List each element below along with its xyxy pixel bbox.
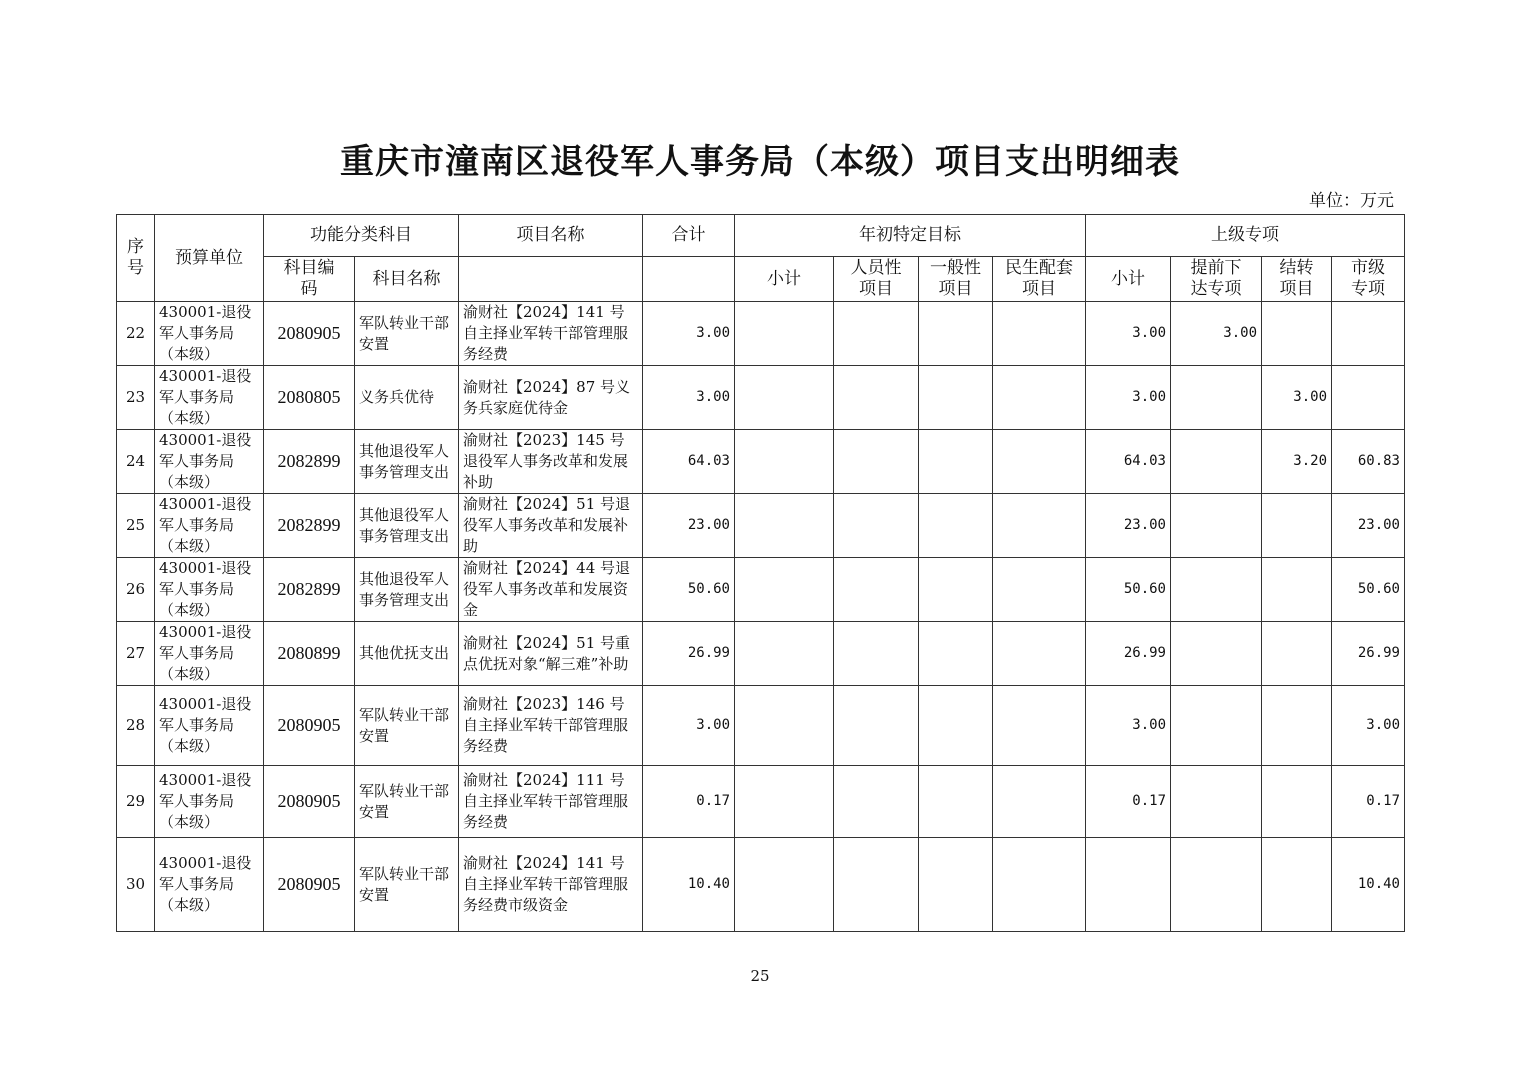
row-higher-subtotal: 3.00 bbox=[1086, 686, 1171, 766]
row-advance-special bbox=[1171, 366, 1262, 430]
row-subject-code: 2080805 bbox=[264, 366, 355, 430]
header-carryover-project: 结转项目 bbox=[1262, 257, 1332, 302]
row-subject-name: 其他退役军人事务管理支出 bbox=[355, 430, 459, 494]
row-city-special: 50.60 bbox=[1332, 558, 1405, 622]
row-personnel bbox=[834, 766, 919, 838]
row-general bbox=[919, 302, 993, 366]
row-personnel bbox=[834, 622, 919, 686]
row-carryover bbox=[1262, 838, 1332, 932]
row-subject-name: 义务兵优待 bbox=[355, 366, 459, 430]
row-personnel bbox=[834, 838, 919, 932]
row-subject-name: 军队转业干部安置 bbox=[355, 766, 459, 838]
header-total: 合计 bbox=[643, 215, 735, 257]
row-general bbox=[919, 838, 993, 932]
row-seq: 26 bbox=[117, 558, 155, 622]
header-initial-target: 年初特定目标 bbox=[735, 215, 1086, 257]
row-personnel bbox=[834, 302, 919, 366]
row-subject-code: 2080905 bbox=[264, 686, 355, 766]
header-higher-subtotal: 小计 bbox=[1086, 257, 1171, 302]
row-city-special: 10.40 bbox=[1332, 838, 1405, 932]
table-row bbox=[117, 686, 1405, 766]
row-total: 3.00 bbox=[643, 366, 735, 430]
row-seq: 29 bbox=[117, 766, 155, 838]
row-livelihood bbox=[993, 494, 1086, 558]
row-higher-subtotal: 0.17 bbox=[1086, 766, 1171, 838]
row-advance-special bbox=[1171, 558, 1262, 622]
table-row bbox=[117, 622, 1405, 686]
row-general bbox=[919, 766, 993, 838]
row-seq: 30 bbox=[117, 838, 155, 932]
row-project-name: 渝财社【2024】141 号自主择业军转干部管理服务经费市级资金 bbox=[459, 838, 643, 932]
row-advance-special bbox=[1171, 766, 1262, 838]
row-target-subtotal bbox=[735, 302, 834, 366]
row-higher-subtotal: 23.00 bbox=[1086, 494, 1171, 558]
row-target-subtotal bbox=[735, 686, 834, 766]
row-city-special: 3.00 bbox=[1332, 686, 1405, 766]
row-subject-name: 军队转业干部安置 bbox=[355, 302, 459, 366]
row-higher-subtotal: 3.00 bbox=[1086, 302, 1171, 366]
row-carryover: 3.00 bbox=[1262, 366, 1332, 430]
row-subject-code: 2082899 bbox=[264, 558, 355, 622]
unit-label: 单位：万元 bbox=[1309, 191, 1394, 211]
page-title: 重庆市潼南区退役军人事务局（本级）项目支出明细表 bbox=[340, 142, 1180, 182]
row-subject-name: 其他退役军人事务管理支出 bbox=[355, 494, 459, 558]
row-project-name: 渝财社【2024】51 号重点优抚对象“解三难”补助 bbox=[459, 622, 643, 686]
row-total: 64.03 bbox=[643, 430, 735, 494]
row-target-subtotal bbox=[735, 430, 834, 494]
row-subject-code: 2082899 bbox=[264, 494, 355, 558]
row-subject-name: 军队转业干部安置 bbox=[355, 838, 459, 932]
table-row bbox=[117, 494, 1405, 558]
header-subject-name: 科目名称 bbox=[355, 257, 459, 302]
row-target-subtotal bbox=[735, 838, 834, 932]
row-general bbox=[919, 430, 993, 494]
row-seq: 27 bbox=[117, 622, 155, 686]
row-seq: 28 bbox=[117, 686, 155, 766]
header-target-subtotal: 小计 bbox=[735, 257, 834, 302]
row-target-subtotal bbox=[735, 494, 834, 558]
row-advance-special bbox=[1171, 686, 1262, 766]
row-budget-unit: 430001-退役军人事务局（本级） bbox=[155, 838, 264, 932]
header-livelihood-project: 民生配套项目 bbox=[993, 257, 1086, 302]
row-target-subtotal bbox=[735, 622, 834, 686]
header-city-special: 市级专项 bbox=[1332, 257, 1405, 302]
row-city-special: 60.83 bbox=[1332, 430, 1405, 494]
row-budget-unit: 430001-退役军人事务局（本级） bbox=[155, 366, 264, 430]
row-project-name: 渝财社【2024】111 号自主择业军转干部管理服务经费 bbox=[459, 766, 643, 838]
row-city-special: 26.99 bbox=[1332, 622, 1405, 686]
table-row bbox=[117, 766, 1405, 838]
table-row bbox=[117, 302, 1405, 366]
row-budget-unit: 430001-退役军人事务局（本级） bbox=[155, 766, 264, 838]
header-seq: 序号 bbox=[117, 215, 155, 302]
row-city-special: 23.00 bbox=[1332, 494, 1405, 558]
row-budget-unit: 430001-退役军人事务局（本级） bbox=[155, 494, 264, 558]
row-carryover bbox=[1262, 622, 1332, 686]
table-row bbox=[117, 558, 1405, 622]
row-project-name: 渝财社【2024】141 号自主择业军转干部管理服务经费 bbox=[459, 302, 643, 366]
row-total: 3.00 bbox=[643, 686, 735, 766]
header-higher-special: 上级专项 bbox=[1086, 215, 1405, 257]
row-carryover: 3.20 bbox=[1262, 430, 1332, 494]
row-city-special bbox=[1332, 302, 1405, 366]
row-personnel bbox=[834, 494, 919, 558]
row-personnel bbox=[834, 558, 919, 622]
row-advance-special: 3.00 bbox=[1171, 302, 1262, 366]
row-total: 50.60 bbox=[643, 558, 735, 622]
row-personnel bbox=[834, 430, 919, 494]
row-carryover bbox=[1262, 766, 1332, 838]
row-total: 23.00 bbox=[643, 494, 735, 558]
row-budget-unit: 430001-退役军人事务局（本级） bbox=[155, 430, 264, 494]
row-livelihood bbox=[993, 622, 1086, 686]
header-personnel-project: 人员性项目 bbox=[834, 257, 919, 302]
row-total: 3.00 bbox=[643, 302, 735, 366]
row-subject-name: 其他优抚支出 bbox=[355, 622, 459, 686]
row-total: 0.17 bbox=[643, 766, 735, 838]
row-subject-code: 2080905 bbox=[264, 838, 355, 932]
row-seq: 25 bbox=[117, 494, 155, 558]
row-carryover bbox=[1262, 494, 1332, 558]
row-advance-special bbox=[1171, 838, 1262, 932]
row-city-special: 0.17 bbox=[1332, 766, 1405, 838]
row-target-subtotal bbox=[735, 766, 834, 838]
table-row bbox=[117, 838, 1405, 932]
row-higher-subtotal: 50.60 bbox=[1086, 558, 1171, 622]
table-header bbox=[117, 215, 1405, 302]
row-project-name: 渝财社【2024】44 号退役军人事务改革和发展资金 bbox=[459, 558, 643, 622]
row-seq: 23 bbox=[117, 366, 155, 430]
row-seq: 24 bbox=[117, 430, 155, 494]
header-project-name: 项目名称 bbox=[459, 215, 643, 257]
row-project-name: 渝财社【2024】51 号退役军人事务改革和发展补助 bbox=[459, 494, 643, 558]
row-higher-subtotal: 3.00 bbox=[1086, 366, 1171, 430]
row-total: 10.40 bbox=[643, 838, 735, 932]
header-advance-special: 提前下达专项 bbox=[1171, 257, 1262, 302]
row-general bbox=[919, 686, 993, 766]
project-expenditure-table bbox=[116, 214, 1405, 932]
row-advance-special bbox=[1171, 430, 1262, 494]
row-livelihood bbox=[993, 838, 1086, 932]
row-livelihood bbox=[993, 430, 1086, 494]
row-general bbox=[919, 366, 993, 430]
row-budget-unit: 430001-退役军人事务局（本级） bbox=[155, 686, 264, 766]
row-project-name: 渝财社【2023】146 号自主择业军转干部管理服务经费 bbox=[459, 686, 643, 766]
row-general bbox=[919, 558, 993, 622]
row-advance-special bbox=[1171, 494, 1262, 558]
row-carryover bbox=[1262, 302, 1332, 366]
row-seq: 22 bbox=[117, 302, 155, 366]
header-project-name-blank bbox=[459, 257, 643, 302]
row-livelihood bbox=[993, 686, 1086, 766]
row-general bbox=[919, 622, 993, 686]
row-personnel bbox=[834, 366, 919, 430]
header-function-class: 功能分类科目 bbox=[264, 215, 459, 257]
row-higher-subtotal: 64.03 bbox=[1086, 430, 1171, 494]
header-general-project: 一般性项目 bbox=[919, 257, 993, 302]
row-subject-name: 军队转业干部安置 bbox=[355, 686, 459, 766]
row-higher-subtotal: 26.99 bbox=[1086, 622, 1171, 686]
header-budget-unit: 预算单位 bbox=[155, 215, 264, 302]
row-budget-unit: 430001-退役军人事务局（本级） bbox=[155, 302, 264, 366]
row-personnel bbox=[834, 686, 919, 766]
row-target-subtotal bbox=[735, 558, 834, 622]
row-budget-unit: 430001-退役军人事务局（本级） bbox=[155, 558, 264, 622]
row-target-subtotal bbox=[735, 366, 834, 430]
row-advance-special bbox=[1171, 622, 1262, 686]
row-carryover bbox=[1262, 686, 1332, 766]
row-total: 26.99 bbox=[643, 622, 735, 686]
row-subject-code: 2080905 bbox=[264, 766, 355, 838]
row-subject-code: 2080899 bbox=[264, 622, 355, 686]
table-row bbox=[117, 430, 1405, 494]
row-carryover bbox=[1262, 558, 1332, 622]
page-number: 25 bbox=[750, 967, 770, 985]
row-city-special bbox=[1332, 366, 1405, 430]
row-project-name: 渝财社【2023】145 号退役军人事务改革和发展补助 bbox=[459, 430, 643, 494]
header-subject-code: 科目编码 bbox=[264, 257, 355, 302]
row-general bbox=[919, 494, 993, 558]
row-livelihood bbox=[993, 558, 1086, 622]
row-budget-unit: 430001-退役军人事务局（本级） bbox=[155, 622, 264, 686]
row-subject-code: 2080905 bbox=[264, 302, 355, 366]
row-subject-name: 其他退役军人事务管理支出 bbox=[355, 558, 459, 622]
row-subject-code: 2082899 bbox=[264, 430, 355, 494]
row-livelihood bbox=[993, 302, 1086, 366]
table-body bbox=[117, 302, 1405, 932]
row-livelihood bbox=[993, 766, 1086, 838]
row-project-name: 渝财社【2024】87 号义务兵家庭优待金 bbox=[459, 366, 643, 430]
header-total-blank bbox=[643, 257, 735, 302]
row-higher-subtotal bbox=[1086, 838, 1171, 932]
row-livelihood bbox=[993, 366, 1086, 430]
table-row bbox=[117, 366, 1405, 430]
